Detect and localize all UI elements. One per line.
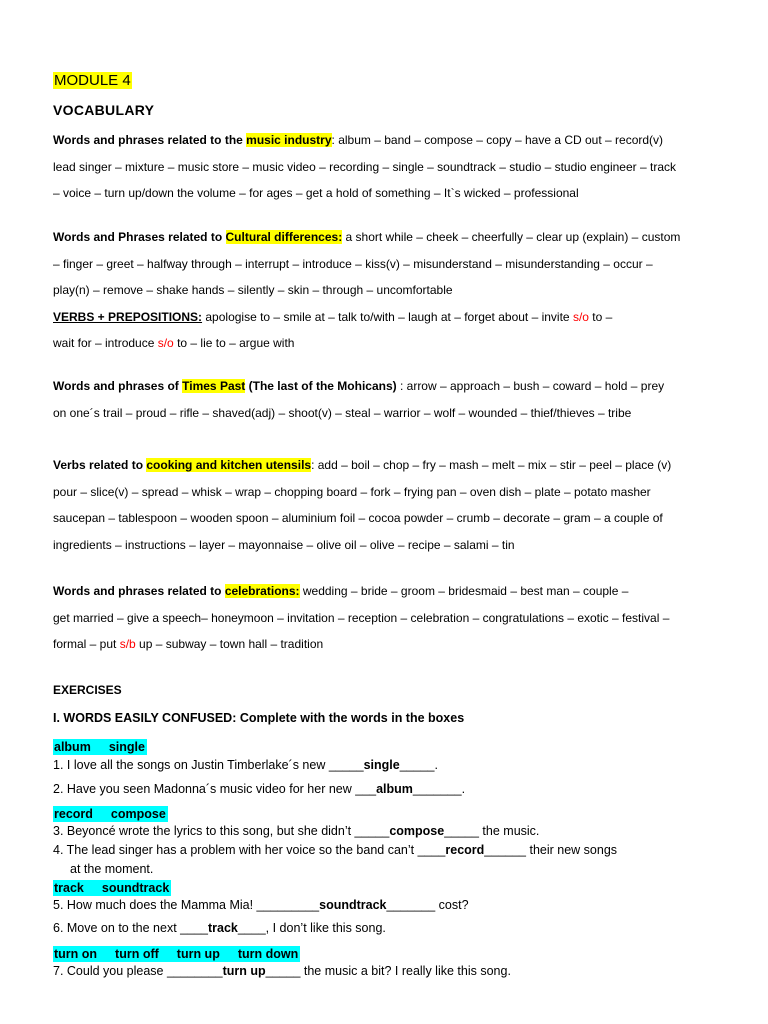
module-heading: MODULE 4	[54, 72, 131, 89]
question-6: 6. Move on to the next ____track____, I don’t like this song.	[53, 921, 386, 935]
word-box-2: record compose	[54, 807, 166, 821]
cultural-differences-topic: Cultural differences:	[225, 230, 343, 244]
word-box-4: turn on turn off turn up turn down	[54, 947, 299, 961]
answer-5: soundtrack	[319, 898, 387, 912]
answer-4: record	[445, 843, 485, 857]
answer-2: album	[376, 782, 413, 796]
question-3: 3. Beyoncé wrote the lyrics to this song, but she didn’t _____compose_____ the music.	[53, 824, 540, 838]
answer-3: compose	[389, 824, 445, 838]
music-industry-section: Words and phrases related to the music industry: album – band – compose – copy – have a CD out – record(v) lead singer – mixture – music store – music video – recording – single – soundtrack – studio – studio engineer – track – voice – turn up/down the volume – for ages – get a hold of something – It`s wicked – professional	[53, 133, 676, 200]
cooking-section: Verbs related to cooking and kitchen utensils: add – boil – chop – fry – mash – melt – mix – stir – peel – place (v) pour – slice(v) – spread – whisk – wrap – chopping board – fork – frying pan – oven dish – plate – potato masher saucepan – tablespoon – wooden spoon – aluminium foil – cocoa powder – crumb – decorate – gram – a couple of ingredients – instructions – layer – mayonnaise – olive oil – olive – recipe – salami – tin	[53, 458, 672, 552]
vocabulary-heading: VOCABULARY	[53, 102, 155, 118]
verbs-prepositions-label: VERBS + PREPOSITIONS:	[53, 309, 203, 324]
music-industry-topic: music industry	[246, 133, 332, 147]
exercise-1-instructions: I. WORDS EASILY CONFUSED: Complete with the words in the boxes	[53, 711, 465, 725]
celebrations-topic: celebrations:	[224, 584, 300, 598]
question-4: 4. The lead singer has a problem with her voice so the band can’t ____record______ their new songs	[53, 843, 618, 857]
answer-6: track	[207, 921, 238, 935]
celebrations-section: Words and phrases related to celebrations: wedding – bride – groom – bridesmaid – best man – couple – get married – give a speech– honeymoon – invitation – reception – celebration – congratulations – exotic – festival – formal – put s/b up – subway – town hall – tradition	[53, 584, 670, 651]
cooking-topic: cooking and kitchen utensils	[146, 458, 312, 472]
question-4-continued: at the moment.	[70, 862, 154, 876]
times-past-topic: Times Past	[182, 379, 246, 393]
word-box-3: track soundtrack	[54, 881, 170, 895]
cultural-differences-section: Words and Phrases related to Cultural differences: a short while – cheek – cheerfully – clear up (explain) – custom – finger – greet – halfway through – interrupt – introduce – kiss(v) – misunderstand – misunderstanding – occur – play(n) – remove – shake hands – silently – skin – through – uncomfortable VERBS + PREPOSITIONS: apologise to – smile at – talk to/with – laugh at – forget about – invite s/o to – wait for – introduce s/o to – lie to – argue with	[53, 230, 681, 350]
question-1: 1. I love all the songs on Justin Timberlake´s new _____single_____.	[53, 758, 438, 772]
question-7: 7. Could you please ________turn up_____ the music a bit? I really like this song.	[53, 964, 511, 978]
question-5: 5. How much does the Mamma Mia! _________soundtrack_______ cost?	[53, 898, 469, 912]
word-box-1: album single	[54, 740, 145, 754]
times-past-section: Words and phrases of Times Past (The last of the Mohicans) : arrow – approach – bush – coward – hold – prey on one´s trail – proud – rifle – shaved(adj) – shoot(v) – steal – warrior – wolf – wounded – thief/thieves – tribe	[53, 379, 665, 420]
answer-7: turn up	[222, 964, 266, 978]
question-2: 2. Have you seen Madonna´s music video for her new ___album_______.	[53, 782, 466, 796]
answer-1: single	[363, 758, 400, 772]
exercises-heading: EXERCISES	[53, 683, 122, 697]
